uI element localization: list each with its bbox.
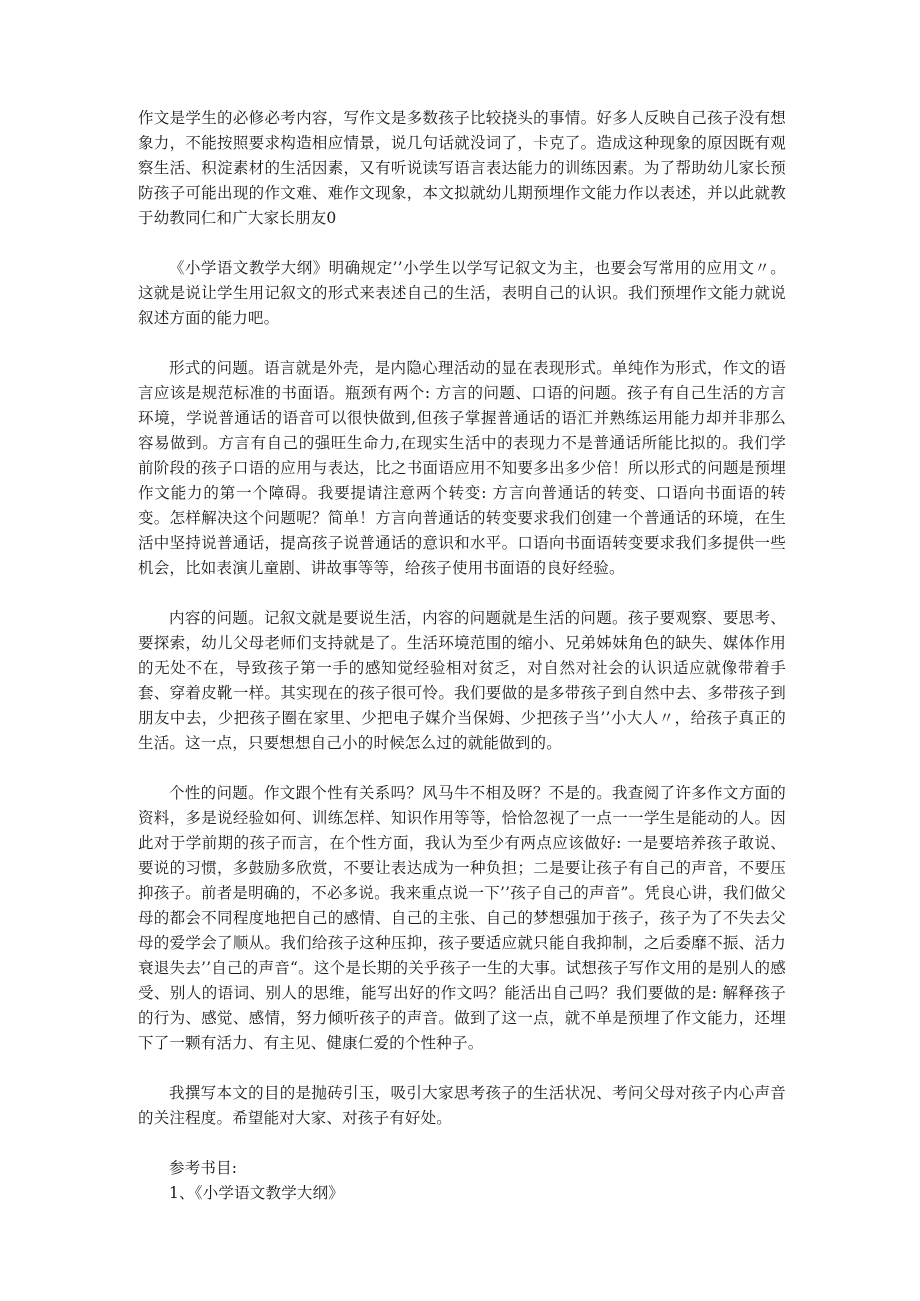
syllabus-paragraph: 《小学语文教学大纲》明确规定’’小学生以学写记叙文为主，也要会写常用的应用文〃。这就是说让学生用记叙文的形式来表述自己的生活，表明自己的认识。我们预埋作文能力就说叙述方面的能力吧。	[138, 259, 786, 327]
references-title: 参考书目:	[169, 1159, 238, 1177]
reference-item: 1、《小学语文教学大纲》	[169, 1184, 345, 1202]
document-page	[138, 106, 786, 1206]
references-section	[138, 1156, 786, 1206]
content-problem-paragraph: 内容的问题。记叙文就是要说生活，内容的问题就是生活的问题。孩子要观察、要思考、要探索，幼儿父母老师们支持就是了。生活环境范围的缩小、兄弟姊妹角色的缺失、媒体作用的无处不在，导致孩子第一手的感知觉经验相对贫乏，对自然对社会的认识适应就像带着手套、穿着皮靴一样。其实现在的孩子很可怜。我们要做的是多带孩子到自然中去、多带孩子到朋友中去，少把孩子圈在家里、少把电子媒介当保姆、少把孩子当’’小大人〃，给孩子真正的生活。这一点，只要想想自己小的时候怎么过的就能做到的。	[138, 609, 786, 752]
form-problem-paragraph: 形式的问题。语言就是外壳，是内隐心理活动的显在表现形式。单纯作为形式，作文的语言应该是规范标准的书面语。瓶颈有两个: 方言的问题、口语的问题。孩子有自己生活的方言环境，学说普通话的语音可以很快做到,但孩子掌握普通话的语汇并熟练运用能力却并非那么容易做到。方言有自己的强旺生命力,在现实生活中的表现力不是普通话所能比拟的。我们学前阶段的孩子口语的应用与表达，比之书面语应用不知要多出多少倍！所以形式的问题是预埋作文能力的第一个障碍。我要提请注意两个转变: 方言向普通话的转变、口语向书面语的转变。怎样解决这个问题呢？简单！方言向普通话的转变要求我们创建一个普通话的环境，在生活中坚持说普通话，提高孩子说普通话的意识和水平。口语向书面语转变要求我们多提供一些机会，比如表演儿童剧、讲故事等等，给孩子使用书面语的良好经验。	[138, 359, 786, 577]
personality-problem-paragraph: 个性的问题。作文跟个性有关系吗？风马牛不相及呀？不是的。我查阅了许多作文方面的资料，多是说经验如何、训练怎样、知识作用等等，恰恰忽视了一点一一学生是能动的人。因此对于学前期的孩子而言，在个性方面，我认为至少有两点应该做好: 一是要培养孩子敢说、要说的习惯，多鼓励多欣赏，不要让表达成为一种负担；二是要让孩子有自己的声音，不要压抑孩子。前者是明确的，不必多说。我来重点说一下’’孩子自己的声音”。凭良心讲，我们做父母的都会不同程度地把自己的感情、自己的主张、自己的梦想强加于孩子，孩子为了不失去父母的爱学会了顺从。我们给孩子这种压抑，孩子要适应就只能自我抑制，之后委靡不振、活力衰退失去’’自己的声音“。这个是长期的关乎孩子一生的大事。试想孩子写作文用的是别人的感受、别人的语词、别人的思维，能写出好的作文吗？能活出自己吗？我们要做的是: 解释孩子的行为、感觉、感情，努力倾听孩子的声音。做到了这一点，就不单是预埋了作文能力，还埋下了一颗有活力、有主见、健康仁爱的个性种子。	[138, 784, 786, 1052]
conclusion-paragraph: 我撰写本文的目的是抛砖引玉，吸引大家思考孩子的生活状况、考问父母对孩子内心声音的关注程度。希望能对大家、对孩子有好处。	[138, 1084, 786, 1127]
intro-paragraph: 作文是学生的必修必考内容，写作文是多数孩子比较挠头的事情。好多人反映自己孩子没有想象力，不能按照要求构造相应情景，说几句话就没词了，卡克了。造成这种现象的原因既有观察生活、积淀素材的生活因素，又有听说读写语言表达能力的训练因素。为了帮助幼儿家长预防孩子可能出现的作文难、难作文现象，本文拟就幼儿期预埋作文能力作以表述，并以此就教于幼教同仁和广大家长朋友0	[138, 109, 786, 227]
